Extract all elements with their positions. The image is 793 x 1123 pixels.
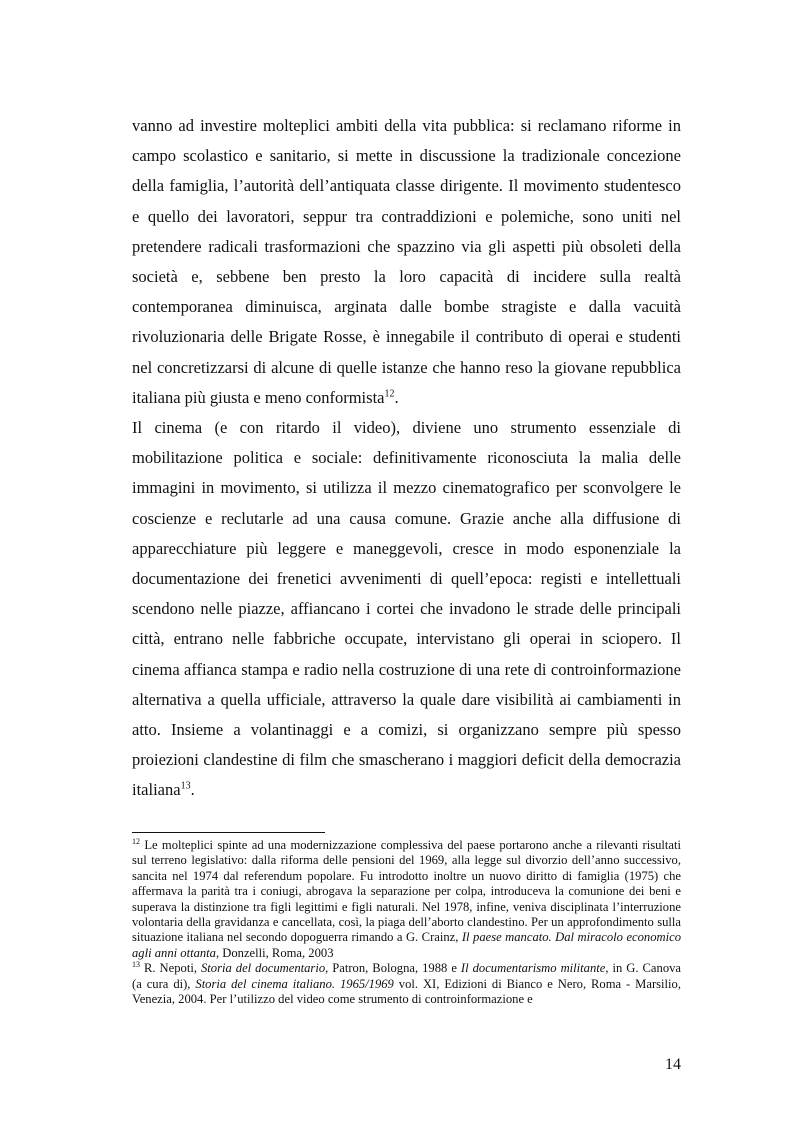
footnote-12-title: Il paese mancato. Dal miracolo economico agli anni ottanta [132, 930, 681, 960]
footnote-ref-13[interactable]: 13 [180, 780, 191, 792]
footnote-13-title-c: Storia del cinema italiano. 1965/1969 [195, 976, 394, 991]
body-text [132, 111, 681, 806]
paragraph-1-text: vanno ad investire molteplici ambiti della vita pubblica: si reclamano riforme in campo scolastico e sanitario, si mette in discussione la tradizionale concezione della famiglia, l’autorità dell’antiquata classe dirigente. Il movimento studentesco e quello dei lavoratori, seppur tra contraddizioni e polemiche, sono uniti nel pretendere radicali trasformazioni che spazzino via gli aspetti più obsoleti della società e, sebbene ben presto la loro capacità di incidere sulla realtà contemporanea diminuisca, arginata dalle bombe stragiste e dalla vacuità rivoluzionaria delle Brigate Rosse, è innegabile il contributo di operai e studenti nel concretizzarsi di alcune di quelle istanze che hanno reso la giovane repubblica italiana più giusta e meno conformista [132, 116, 681, 407]
footnote-ref-12[interactable]: 12 [384, 388, 395, 400]
paragraph-1-end: . [394, 387, 399, 407]
footnote-12-marker: 12 [132, 836, 140, 846]
paragraph-1 [132, 111, 681, 413]
footnote-13-text-d: vol. XI, Edizioni di Bianco e Nero, Roma - Marsilio, Venezia, 2004. Per l’utilizzo del video come strumento di controinformazione e [132, 976, 681, 1007]
footnote-13-text-c: , in G. Canova (a cura di), [132, 961, 682, 991]
paragraph-2-text: Il cinema (e con ritardo il video), diviene uno strumento essenziale di mobilitazione politica e sociale: definitivamente riconosciuta la malia delle immagini in movimento, si utilizza il mezzo cinematografico per sconvolgere le coscienze e reclutarle ad una causa comune. Grazie anche alla diffusione di apparecchiature più leggere e maneggevoli, cresce in modo esponenziale la documentazione dei frenetici avvenimenti di quell’epoca: registi e intellettuali scendono nelle piazze, affiancano i cortei che invadono le strade delle principali città, entrano nelle fabbriche occupate, intervistano gli operai in sciopero. Il cinema affianca stampa e radio nella costruzione di una rete di controinformazione alternativa a quella ufficiale, attraverso la quale dare visibilità ai cambiamenti in atto. Insieme a volantinaggi e a comizi, si organizzano sempre più spesso proiezioni clandestine di film che smascherano i maggiori deficit della democrazia italiana [132, 418, 681, 800]
footnote-13-text-b: , Patron, Bologna, 1988 e [325, 961, 461, 976]
page-number: 14 [665, 1056, 681, 1073]
footnote-13 [132, 961, 681, 1007]
footnote-12 [132, 838, 681, 961]
footnote-13-title-a: Storia del documentario [200, 961, 326, 976]
footnote-13-author: R. Nepoti, [140, 961, 201, 976]
footnote-12-publisher: , Donzelli, Roma, 2003 [215, 945, 334, 960]
paragraph-2-end: . [190, 780, 195, 800]
footnotes [132, 838, 681, 1007]
footnote-13-title-b: Il documentarismo militante [460, 961, 606, 976]
footnote-12-text: Le molteplici spinte ad una modernizzazione complessiva del paese portarono anche a rilevanti risultati sul terreno legislativo: dalla riforma delle pensioni del 1969, alla legge sul divorzio dell’anno successivo, sancita nel 1974 dal referendum popolare. Fu introdotto inoltre un nuovo diritto di famiglia (1975) che affermava la parità tra i coniugi, abrogava la separazione per colpa, introduceva la comunione dei beni e superava la distinzione tra figli legittimi e figli naturali. Nel 1978, infine, veniva disciplinata l’interruzione volontaria della gravidanza e cancellata, così, la piaga dell’aborto clandestino. Per un approfondimento sulla situazione italiana nel secondo dopoguerra rimando a G. Crainz, [132, 838, 681, 945]
footnote-separator [132, 832, 325, 833]
paragraph-2 [132, 413, 681, 806]
footnote-13-marker: 13 [132, 960, 140, 970]
